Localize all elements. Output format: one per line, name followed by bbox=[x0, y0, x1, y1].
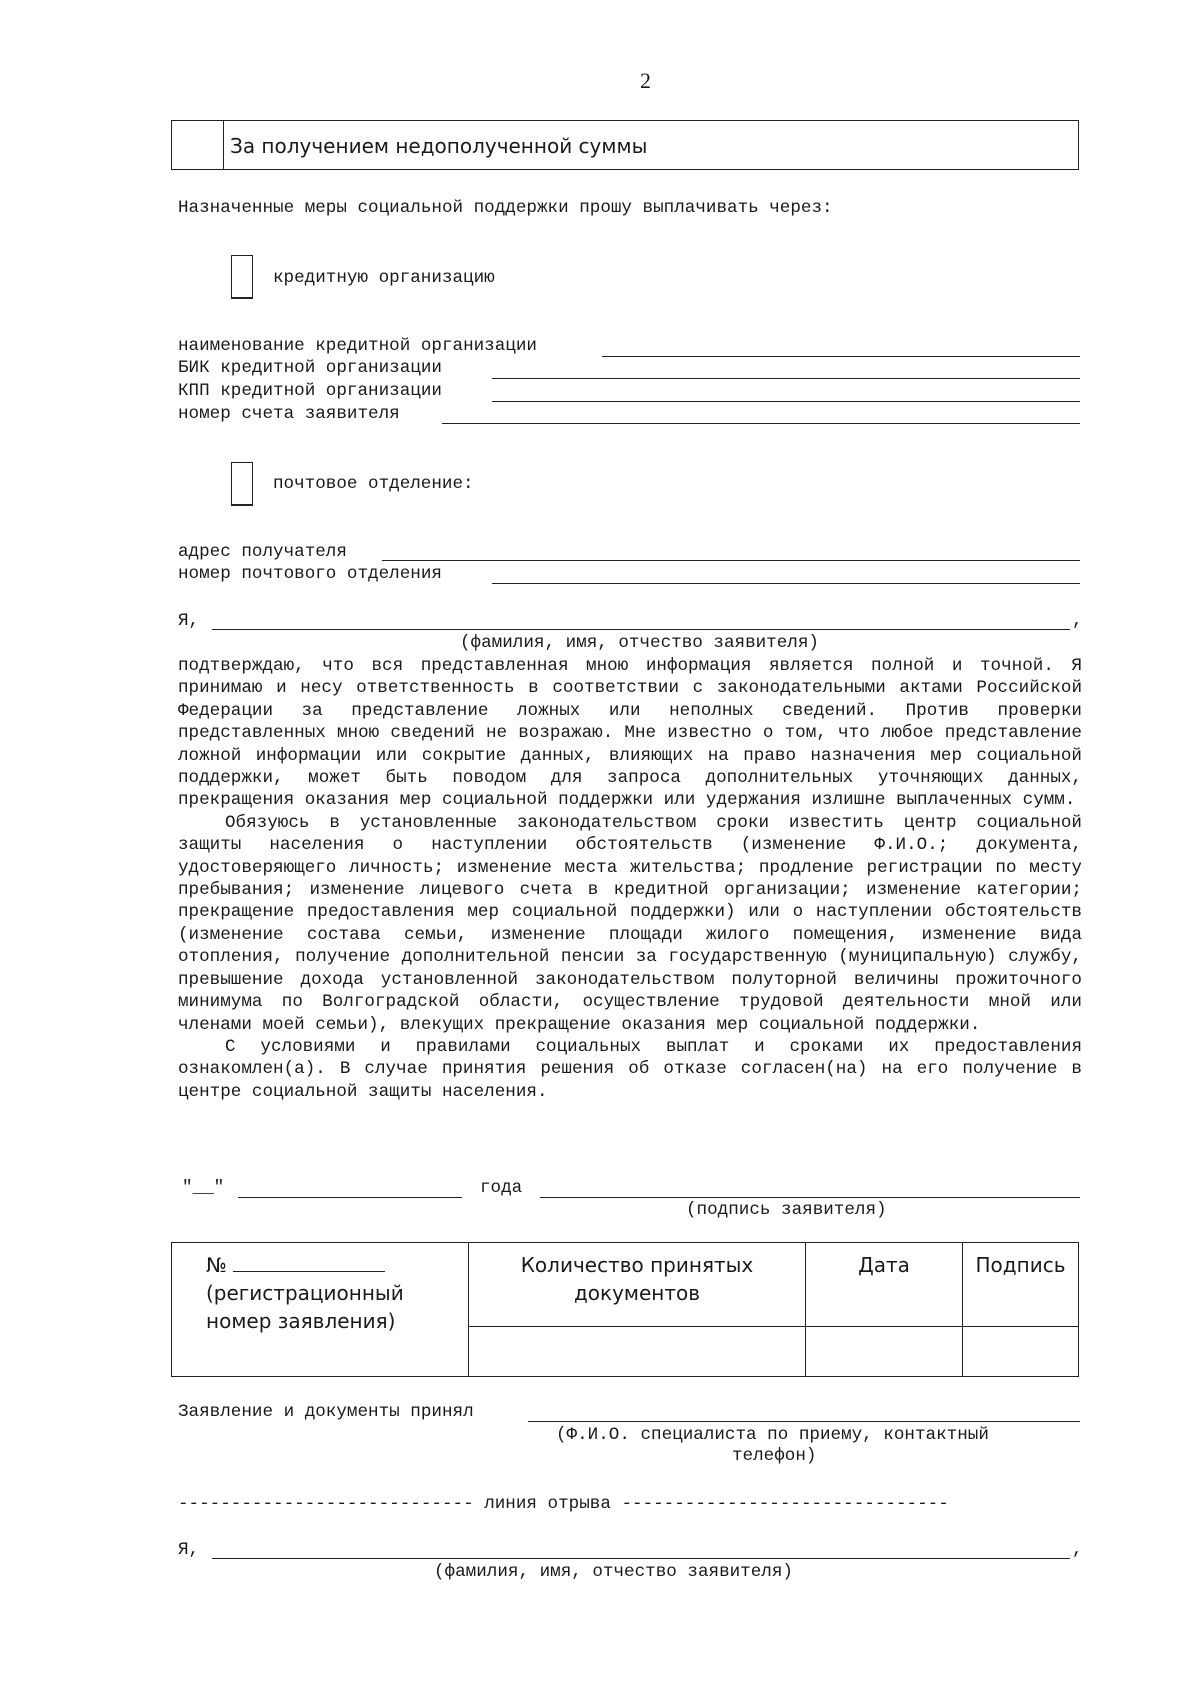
post-office-label: номер почтового отделения bbox=[178, 564, 442, 584]
received-label: Заявление и документы принял bbox=[178, 1402, 474, 1422]
post-checkbox[interactable] bbox=[231, 462, 253, 506]
registration-table bbox=[171, 1242, 1079, 1377]
recipient-address-line[interactable] bbox=[382, 560, 1080, 561]
credit-bik-line[interactable] bbox=[492, 378, 1080, 379]
applicant-fio-line[interactable] bbox=[212, 629, 1070, 630]
tear-line-label: линия отрыва bbox=[484, 1494, 611, 1514]
page-number: 2 bbox=[640, 68, 651, 93]
bottom-fio-line[interactable] bbox=[212, 1558, 1070, 1559]
recipient-address-label: адрес получателя bbox=[178, 542, 347, 562]
specialist-caption-line-2: телефон) bbox=[732, 1446, 817, 1466]
credit-option-label: кредитную организацию bbox=[273, 268, 495, 288]
tear-line-dashes-right: ------------------------------- bbox=[621, 1494, 949, 1514]
account-number-line[interactable] bbox=[442, 423, 1080, 424]
credit-name-label: наименование кредитной организации bbox=[178, 336, 537, 356]
declaration-text bbox=[178, 655, 1082, 1103]
payment-intro: Назначенные меры социальной поддержки прошу выплачивать через: bbox=[178, 198, 833, 218]
credit-checkbox[interactable] bbox=[231, 255, 253, 299]
date-month-line[interactable] bbox=[238, 1197, 462, 1198]
credit-bik-label: БИК кредитной организации bbox=[178, 358, 442, 378]
bottom-comma: , bbox=[1072, 1540, 1083, 1560]
credit-kpp-label: КПП кредитной организации bbox=[178, 381, 442, 401]
declaration-paragraph-3: С условиями и правилами социальных выплат и сроками их предоставления ознакомлен(а). В случае принятия решения об отказе согласен(на) на его получение в центре социальной защиты населения. bbox=[178, 1036, 1082, 1102]
col-header-signature: Подпись bbox=[963, 1243, 1079, 1327]
bottom-fio-caption: (фамилия, имя, отчество заявителя) bbox=[434, 1562, 793, 1582]
date-quote: "__" bbox=[182, 1178, 225, 1198]
credit-kpp-line[interactable] bbox=[492, 401, 1080, 402]
top-row-label: За получением недополученной суммы bbox=[230, 134, 648, 158]
specialist-fio-line[interactable] bbox=[528, 1421, 1080, 1422]
year-word: года bbox=[480, 1178, 523, 1198]
tear-line-dashes-left: ---------------------------- bbox=[178, 1494, 474, 1514]
declaration-ya: Я, bbox=[178, 611, 200, 631]
declaration-comma: , bbox=[1072, 611, 1083, 631]
number-sign: № bbox=[206, 1253, 227, 1277]
post-office-line[interactable] bbox=[492, 583, 1080, 584]
registration-number-line[interactable] bbox=[233, 1253, 385, 1272]
docs-count-cell[interactable] bbox=[469, 1327, 806, 1377]
col-header-docs: Количество принятых документов bbox=[469, 1243, 806, 1327]
bottom-ya: Я, bbox=[178, 1540, 200, 1560]
credit-name-line[interactable] bbox=[602, 356, 1080, 357]
account-number-label: номер счета заявителя bbox=[178, 404, 400, 424]
registration-number-cell bbox=[172, 1243, 469, 1377]
signature-caption: (подпись заявителя) bbox=[686, 1200, 887, 1220]
fio-caption: (фамилия, имя, отчество заявителя) bbox=[460, 633, 819, 653]
post-option-label: почтовое отделение: bbox=[273, 474, 474, 494]
col-header-date: Дата bbox=[806, 1243, 963, 1327]
declaration-paragraph-2: Обязуюсь в установленные законодательством сроки известить центр социальной защиты населения о наступлении обстоятельств (изменение Ф.И.О.; документа, удостоверяющего личность; изменение места жительства; продление регистрации по месту пребывания; изменение лицевого счета в кредитной организации; изменение категории; прекращение предоставления мер социальной поддержки) или о наступлении обстоятельств (изменение состава семьи, изменение площади жилого помещения, изменение вида отопления, получение дополнительной пенсии за государственную (муниципальную) службу, превышение дохода установленной законодательством полуторной величины прожиточного минимума по Волгоградской области, осуществление трудовой деятельности мной или членами моей семьи), влекущих прекращение оказания мер социальной поддержки. bbox=[178, 812, 1082, 1035]
declaration-paragraph-1: подтверждаю, что вся представленная мною информация является полной и точной. Я принимаю и несу ответственность в соответствии с законодательными актами Российской Федерации за представление ложных или неполных сведений. Против проверки представленных мною сведений не возражаю. Мне известно о том, что любое представление ложной информации или сокрытие данных, влияющих на право назначения мер социальной поддержки, может быть поводом для запроса дополнительных уточняющих данных, прекращения оказания мер социальной поддержки или удержания излишне выплаченных сумм. bbox=[178, 656, 1082, 811]
tear-line bbox=[178, 1494, 949, 1514]
signature-cell[interactable] bbox=[963, 1327, 1079, 1377]
top-row-box bbox=[171, 120, 1079, 170]
signature-line[interactable] bbox=[540, 1197, 1080, 1198]
top-row-checkbox-cell[interactable] bbox=[172, 121, 224, 169]
registration-number-caption: (регистрационный номер заявления) bbox=[206, 1281, 404, 1333]
specialist-caption-line-1: (Ф.И.О. специалиста по приему, контактный bbox=[556, 1425, 989, 1445]
date-cell[interactable] bbox=[806, 1327, 963, 1377]
